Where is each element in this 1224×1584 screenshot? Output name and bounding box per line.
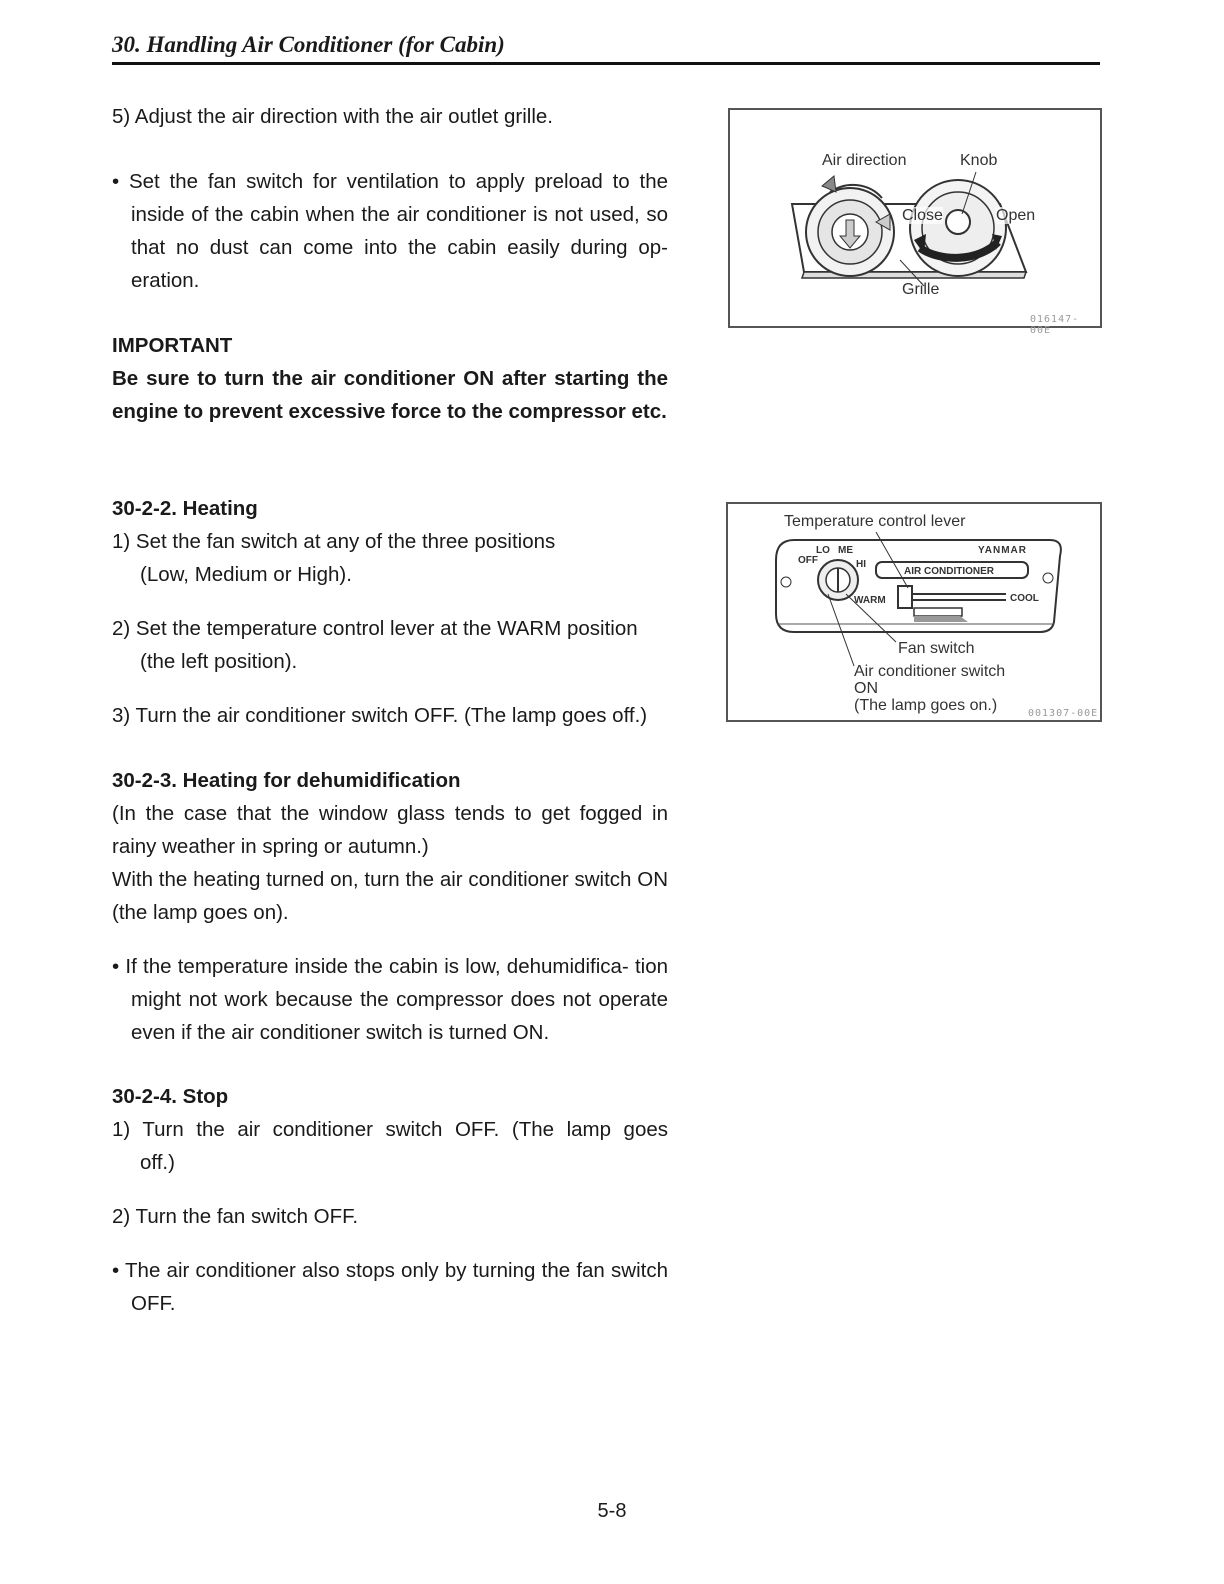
label-grille: Grille [902,281,940,298]
label-hi: HI [856,559,866,570]
heating-title: 30-2-2. Heating [112,497,258,520]
dehumid-title: 30-2-3. Heating for dehumidification [112,769,461,792]
stop-step-1b: off.) [140,1151,175,1174]
label-fan-switch: Fan switch [898,640,975,657]
step-5-text: 5) Adjust the air direction with the air outlet grille. [112,105,553,128]
stop-step-1a: 1) Turn the air conditioner switch OFF. (The lamp goes [112,1118,668,1141]
heating-step-1a: 1) Set the fan switch at any of the three positions [112,530,556,553]
label-open: Open [996,207,1036,224]
stop-title: 30-2-4. Stop [112,1085,229,1108]
dehumid-bullet: • If the temperature inside the cabin is low, dehumidifica- tion might not work because the compressor does not operate even if the air conditioner switch is turned ON. [112,955,668,1044]
label-warm: WARM [854,595,886,606]
heating-step-2b: (the left position). [140,650,298,673]
stop-bullet: • The air conditioner also stops only by turning the fan switch OFF. [112,1259,668,1315]
label-cool: COOL [1010,593,1039,604]
label-me: ME [838,545,853,556]
dehumid-p1: (In the case that the window glass tends to get fogged in rainy weather in spring or autumn.) [112,802,668,858]
control-panel-illustration [728,504,1100,720]
label-air-conditioner-switch: Air conditioner switch [854,663,1006,680]
figure-control-panel [726,502,1102,722]
page-header-title: 30. Handling Air Conditioner (for Cabin) [112,32,1100,65]
fan-preload-bullet: • Set the fan switch for ventilation to apply preload to the inside of the cabin when the air conditioner is not used, so that no dust can come into the cabin easily during op- eration. [112,170,668,292]
heating-step-3: 3) Turn the air conditioner switch OFF. (The lamp goes off.) [112,704,648,727]
label-close: Close [902,207,943,224]
label-knob: Knob [960,152,998,169]
heating-section [112,492,668,732]
figure-code: 016147-00E [1030,314,1080,336]
page-number: 5-8 [597,1500,627,1522]
brand-logo: YANMAR [978,545,1027,556]
intro-section [112,100,668,428]
heating-step-1b: (Low, Medium or High). [140,563,352,586]
stop-step-2: 2) Turn the fan switch OFF. [112,1205,359,1228]
heating-step-2a: 2) Set the temperature control lever at the WARM position [112,617,638,640]
important-title: IMPORTANT [112,334,233,357]
label-on: ON [854,680,878,697]
dehumid-p2: With the heating turned on, turn the air conditioner switch ON (the lamp goes on). [112,868,668,924]
important-text: Be sure to turn the air conditioner ON after starting the engine to prevent excessive force to the compressor etc. [112,367,668,423]
label-air-direction: Air direction [822,152,907,169]
label-air-conditioner-switch-plate: AIR CONDITIONER [904,566,994,577]
label-lo: LO [816,545,830,556]
label-off: OFF [798,555,818,566]
label-lamp-goes-on: (The lamp goes on.) [854,697,998,714]
stop-section [112,1080,668,1320]
label-temperature-control-lever: Temperature control lever [784,513,966,530]
dehumid-section [112,764,668,1049]
figure-air-outlet [728,108,1102,336]
figure-code: 001307-00E [1028,708,1099,719]
